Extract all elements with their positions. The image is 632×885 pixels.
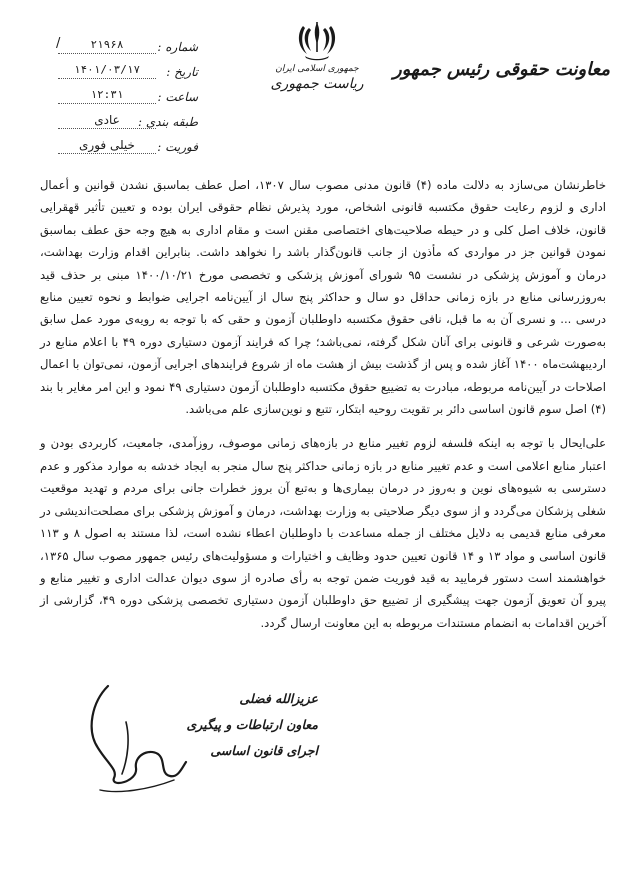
meta-date-row: [58, 61, 198, 86]
body-paragraph-1: خاطرنشان می‌سازد به دلالت ماده (۴) قانون مدنی مصوب سال ۱۳۰۷، اصل عطف بماسبق نشدن قوانین و أعمال اداری و لزوم رعایت حقوق مکتسبه قانونی اشخاص، مورد پذیرش نظام حقوقی ایران بوده و تعیین تأثیر قهقرایی قانون، خلاف اصل کلی و در حیطه صلاحیت‌های اختصاصی مقنن است و مقام اداری به هیچ وجه حق عطف بماسبق نمودن قوانین جز در مواردی که مأذون از جانب قانون‌گذار باشد را نخواهد داشت. بنابراین اقدام وزارت بهداشت، درمان و آموزش پزشکی در نشست ۹۵ شورای آموزش پزشکی و تخصصی مورخ ۱۴۰۰/۱۰/۲۱ مبنی بر حذف قید به‌روزرسانی منابع در بازه زمانی حداقل دو سال و حداکثر پنج سال از آیین‌نامه اجرایی ضوابط و نحوه تعیین منابع درسی ... و نسری آن به ما قبل، نافی حقوق مکتسبه داوطلبان آزمون و حقی که با توجه به رویه‌ی مورد عمل سابق به‌صورت شرعی و قانونی برای آنان شکل گرفته، نمی‌باشد؛ چرا که فرایند آزمون دستیاری دوره ۴۹ با اعلام منابع در اردیبهشت‌ماه ۱۴۰۰ آغاز شده و پس از گذشت بیش از هشت ماه از شروع فرایندهای اجرایی آزمون، نمی‌توان با اعمال اصلاحات در آیین‌نامه مربوطه، مبادرت به تضییع حقوق مکتسبه داوطلبان آزمون دستیاری ۴۹ نمود و این امر مغایر با بند (۴) اصل سوم قانون اساسی دائر بر تقویت روحیه ابتکار، تتبع و نوین‌سازی علم می‌باشد.: [40, 178, 607, 417]
meta-date-label: تاریخ :: [166, 65, 198, 79]
meta-number-label: شماره :: [157, 40, 198, 54]
letterhead-title: معاونت حقوقی رئیس جمهور: [392, 59, 610, 80]
meta-time-label: ساعت :: [157, 90, 198, 104]
signature-block: [78, 678, 318, 798]
emblem-caption-presidency: ریاست جمهوری: [270, 76, 364, 92]
signatory-name: عزیزالله فضلی: [239, 691, 318, 706]
body-paragraph-2: علی‌ایحال با توجه به اینکه فلسفه لزوم تغییر منابع در بازه‌های زمانی موصوف، روزآمدی، جامعیت، کاربردی بودن و اعتبار منابع اعلامی است و عدم تغییر منابع در بازه زمانی حداکثر پنج سال منجر به ایجاد خدشه به موارد مذکور و عدم دسترسی به شیوه‌های نوین و به‌روز در درمان بیماری‌ها و به‌تبع آن بروز خطرات جانی برای مردم و تهدید موقعیت شغلی پزشکان می‌گردد و از سوی دیگر صلاحیتی به وزارت بهداشت، درمان و آموزش پزشکی برای مصلحت‌اندیشی در معرفی منابع قدیمی به دلایل مختلف از جمله مساعدت با داوطلبان اعطاء نشده است، لذا مستند به اصول ۸ و ۱۱۳ قانون اساسی و مواد ۱۳ و ۱۴ قانون تعیین حدود وظایف و اختیارات و مسؤولیت‌های رئیس جمهور مصوب سال ۱۳۶۵، خواهشمند است دستور فرمایید به قید فوریت ضمن توجه به رأی صادره از سوی دیوان عدالت اداری و تغییر منابع و پیرو آن تعویق آزمون جهت پیشگیری از تضییع حق داوطلبان آزمون دستیاری تخصصی پزشکی دوره ۴۹، گزارشی از آخرین اقدامات به انضمام مستندات مربوطه به این معاونت ارسال گردد.: [40, 436, 607, 630]
signatory-details: [168, 686, 318, 764]
signatory-title-line-1: معاون ارتباطات و پیگیری: [186, 717, 318, 732]
meta-number-value: ۲۱۹۶۸: [58, 37, 156, 54]
meta-priority-row: [58, 136, 198, 161]
meta-time-row: [58, 86, 198, 111]
meta-priority-label: فوریت :: [157, 140, 198, 154]
iran-emblem-icon: [295, 20, 339, 62]
letter-body: [40, 174, 606, 634]
meta-priority-value: خیلی فوری: [58, 137, 156, 154]
slash-mark-icon: /: [56, 36, 61, 51]
letter-metadata: [58, 36, 198, 161]
emblem-caption-country: جمهوری اسلامی ایران: [275, 64, 359, 74]
signatory-title-line-2: اجرای قانون اساسی: [210, 743, 318, 758]
emblem: [262, 20, 372, 118]
meta-number-row: [58, 36, 198, 61]
meta-classification-row: [58, 111, 198, 136]
meta-date-value: ۱۴۰۱/۰۳/۱۷: [58, 62, 156, 79]
meta-classification-label: طبقه بندی :: [138, 115, 198, 129]
meta-classification-value: عادی: [58, 112, 156, 129]
meta-time-value: ۱۲:۳۱: [58, 87, 156, 104]
